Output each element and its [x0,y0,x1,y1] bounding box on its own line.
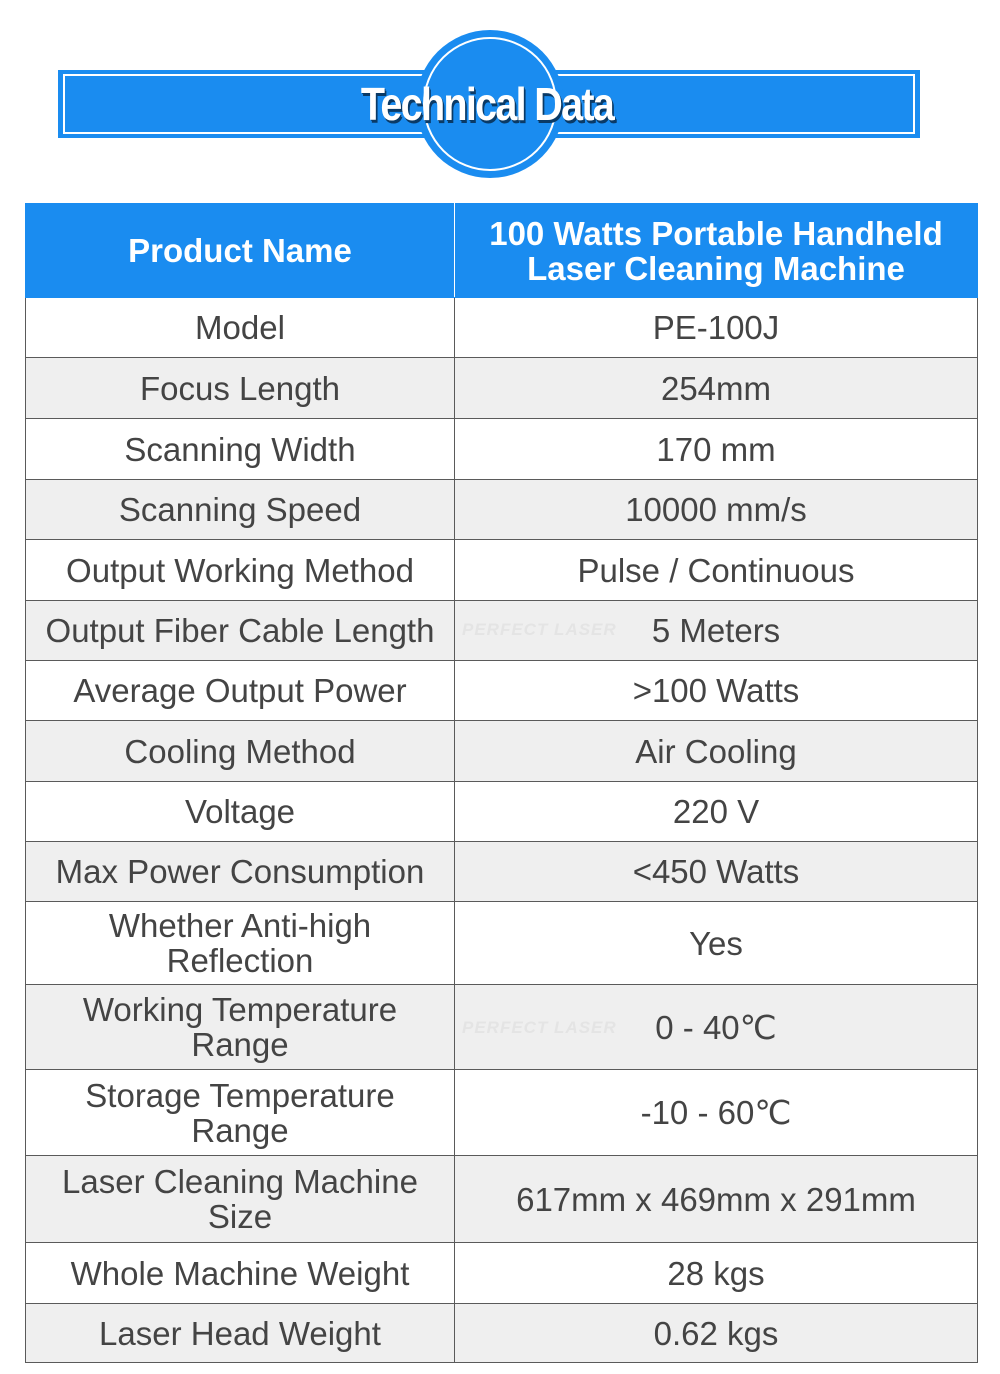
row-label-line1: Laser Cleaning Machine [62,1163,418,1200]
row-value: 170 mm [455,419,978,480]
header-value-cell [455,204,978,298]
row-label-line2: Range [191,1026,289,1063]
row-label: Output Fiber Cable Length [26,601,455,661]
row-value: Air Cooling [455,721,978,782]
watermark: PERFECT LASER [462,1018,617,1037]
row-label: Focus Length [26,358,455,419]
row-label: Scanning Width [26,419,455,480]
row-label [26,985,455,1070]
table-row [26,1070,978,1156]
row-label: Whole Machine Weight [26,1243,455,1304]
row-value: 220 V [455,782,978,842]
row-label [26,1156,455,1243]
row-label-line1: Storage Temperature [85,1076,395,1114]
table-row [26,1243,978,1304]
table-header-row [26,204,978,298]
row-label: Scanning Speed [26,480,455,540]
row-value: >100 Watts [455,661,978,721]
table-row [26,480,978,540]
row-label: Laser Head Weight [26,1304,455,1363]
table-row [26,1304,978,1363]
table-row [26,358,978,419]
table-row [26,842,978,902]
row-value: PE-100J [455,298,978,358]
row-label-line1: Whether Anti-high [108,907,372,944]
row-label: Max Power Consumption [26,842,455,902]
table-row [26,902,978,985]
row-label: Voltage [26,782,455,842]
table-row [26,782,978,842]
row-label: Cooling Method [26,721,455,782]
row-label: Average Output Power [26,661,455,721]
row-value: 28 kgs [455,1243,978,1304]
row-value: 5 Meters [455,601,978,661]
table-row [26,721,978,782]
row-value: 10000 mm/s [455,480,978,540]
page-title: Technical Data [360,78,614,130]
table-row [26,298,978,358]
row-value: -10 - 60℃ [455,1070,978,1156]
table-row [26,419,978,480]
row-value: 0.62 kgs [455,1304,978,1363]
row-label-line2: Size [207,1198,273,1235]
spec-table [25,203,978,1363]
row-label [26,1070,455,1156]
row-value: Yes [455,902,978,985]
header-value-line1: 100 Watts Portable Handheld [489,214,943,252]
row-value: 617mm x 469mm x 291mm [455,1156,978,1243]
row-label: Output Working Method [26,540,455,601]
table-row [26,661,978,721]
table-row [26,1156,978,1243]
header-value-line2: Laser Cleaning Machine [527,249,905,287]
row-label: Model [26,298,455,358]
row-label [26,902,455,985]
row-label-line2: Reflection [166,942,314,979]
table-row [26,540,978,601]
row-value: Pulse / Continuous [455,540,978,601]
row-label-line1: Working Temperature [82,991,398,1028]
watermark: PERFECT LASER [462,620,617,639]
header-label-cell [26,204,455,298]
header-label: Product Name [128,232,352,269]
row-value: <450 Watts [455,842,978,902]
row-value: 254mm [455,358,978,419]
row-label-line2: Range [191,1111,289,1149]
row-value: 0 - 40℃ [455,985,978,1070]
